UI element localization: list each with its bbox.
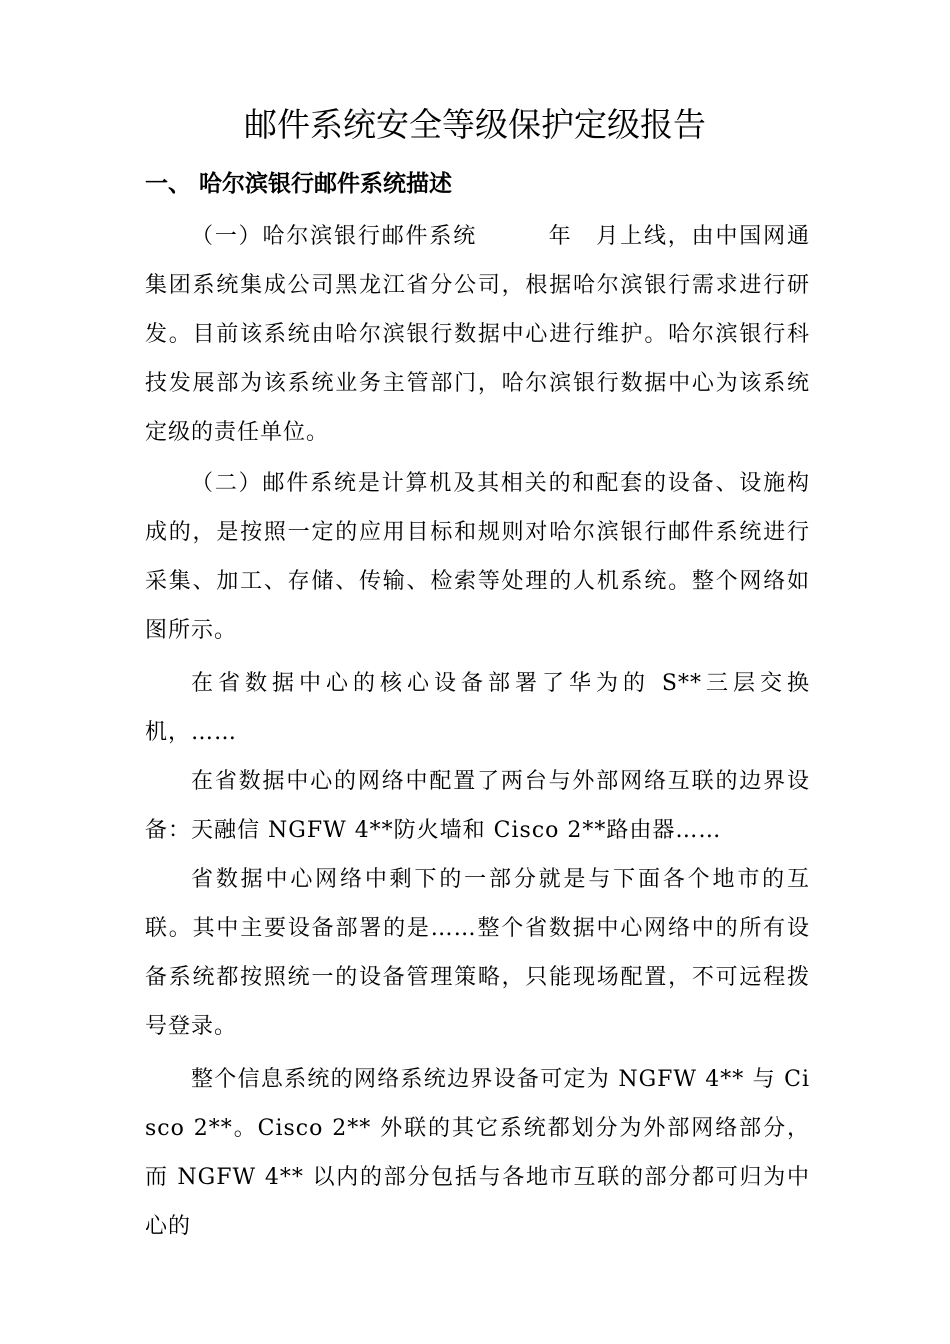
section-heading: 一、 哈尔滨银行邮件系统描述 xyxy=(145,171,453,197)
paragraph-1: （一）哈尔滨银行邮件系统 年 月上线，由中国网通集团系统集成公司黑龙江省分公司，根据哈尔滨银行需求进行研发。目前该系统由哈尔滨银行数据中心进行维护。哈尔滨银行科技发展部为该系统业务主管部门，哈尔滨银行数据中心为该系统定级的责任单位。 xyxy=(145,224,810,445)
report-title: 邮件系统安全等级保护定级报告 xyxy=(244,105,706,144)
paragraph-5: 省数据中心网络中剩下的一部分就是与下面各个地市的互联。其中主要设备部署的是……整个省数据中心网络中的所有设备系统都按照统一的设备管理策略，只能现场配置，不可远程拨号登录。 xyxy=(145,867,810,1039)
paragraph-4: 在省数据中心的网络中配置了两台与外部网络互联的边界设备：天融信 NGFW 4**防火墙和 Cisco 2**路由器…… xyxy=(145,769,810,843)
paragraph-6: 整个信息系统的网络系统边界设备可定为 NGFW 4** 与 Cisco 2**。Cisco 2** 外联的其它系统都划分为外部网络部分，而 NGFW 4** 以内的部分包括与各地市互联的部分都可归为中心的 xyxy=(145,1067,810,1239)
paragraph-2: （二）邮件系统是计算机及其相关的和配套的设备、设施构成的，是按照一定的应用目标和规则对哈尔滨银行邮件系统进行采集、加工、存储、传输、检索等处理的人机系统。整个网络如图所示。 xyxy=(145,471,810,643)
paragraph-3: 在省数据中心的核心设备部署了华为的 S**三层交换机，…… xyxy=(145,671,810,745)
